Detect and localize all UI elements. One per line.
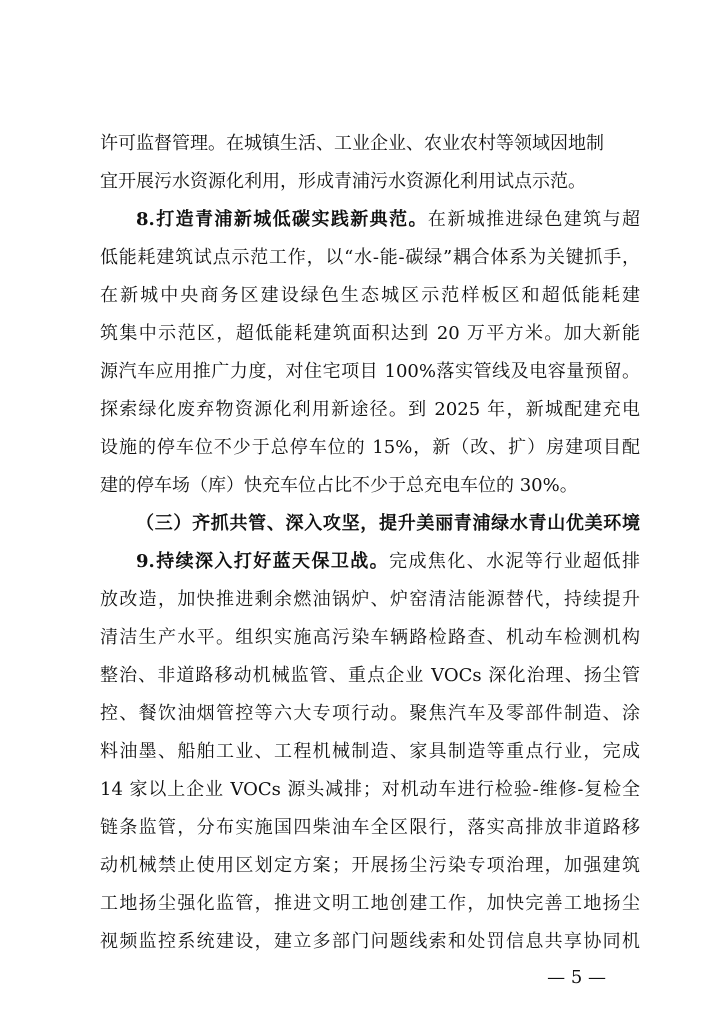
page-number: — 5 —: [547, 967, 606, 988]
text-line-19: 链条监管，分布实施国四柴油车全区限行，落实高排放非道路移: [100, 817, 640, 838]
text-line-18: 14 家以上企业 VOCs 源头减排；对机动车进行检验-维修-复检全: [100, 779, 640, 800]
text-line-6: 筑集中示范区，超低能耗建筑面积达到 20 万平方米。加大新能: [100, 323, 640, 344]
text-line-22: 视频监控系统建设，建立多部门问题线索和处罚信息共享协同机: [100, 931, 640, 952]
text-line-5: 在新城中央商务区建设绿色生态城区示范样板区和超低能耗建: [100, 285, 640, 306]
text-line-20: 动机械禁止使用区划定方案；开展扬尘污染专项治理，加强建筑: [100, 855, 640, 876]
section-8-title: 8.打造青浦新城低碳实践新典范。: [136, 209, 428, 230]
section-3-heading: （三）齐抓共管、深入攻坚，提升美丽青浦绿水青山优美环境: [136, 513, 640, 534]
text-line-10: 建的停车场（库）快充车位占比不少于总充电车位的 30%。: [100, 475, 578, 496]
text-line-4: 低能耗建筑试点示范工作，以“水-能-碳绿”耦合体系为关键抓手，: [100, 247, 640, 268]
text-line-9: 设施的停车位不少于总停车位的 15%，新（改、扩）房建项目配: [100, 437, 640, 458]
section-8-heading-line: 8.打造青浦新城低碳实践新典范。在新城推进绿色建筑与超: [136, 209, 640, 230]
text-line-21: 工地扬尘强化监管，推进文明工地创建工作，加快完善工地扬尘: [100, 893, 640, 914]
text-line-16: 控、餐饮油烟管控等六大专项行动。聚焦汽车及零部件制造、涂: [100, 703, 640, 724]
text-line-1: 许可监督管理。在城镇生活、工业企业、农业农村等领域因地制: [100, 133, 604, 154]
text-line-17: 料油墨、船舶工业、工程机械制造、家具制造等重点行业，完成: [100, 741, 640, 762]
text-line-2: 宜开展污水资源化利用，形成青浦污水资源化利用试点示范。: [100, 171, 586, 192]
text-line-14: 清洁生产水平。组织实施高污染车辆路检路查、机动车检测机构: [100, 627, 640, 648]
text-line-15: 整治、非道路移动机械监管、重点企业 VOCs 深化治理、扬尘管: [100, 665, 640, 686]
section-9-heading-line: 9.持续深入打好蓝天保卫战。完成焦化、水泥等行业超低排: [136, 551, 640, 572]
section-9-title: 9.持续深入打好蓝天保卫战。: [136, 551, 390, 572]
text-line-13: 放改造，加快推进剩余燃油锅炉、炉窑清洁能源替代，持续提升: [100, 589, 640, 610]
text-line-7: 源汽车应用推广力度，对住宅项目 100%落实管线及电容量预留。: [100, 361, 640, 382]
text-line-8: 探索绿化废弃物资源化利用新途径。到 2025 年，新城配建充电: [100, 399, 640, 420]
